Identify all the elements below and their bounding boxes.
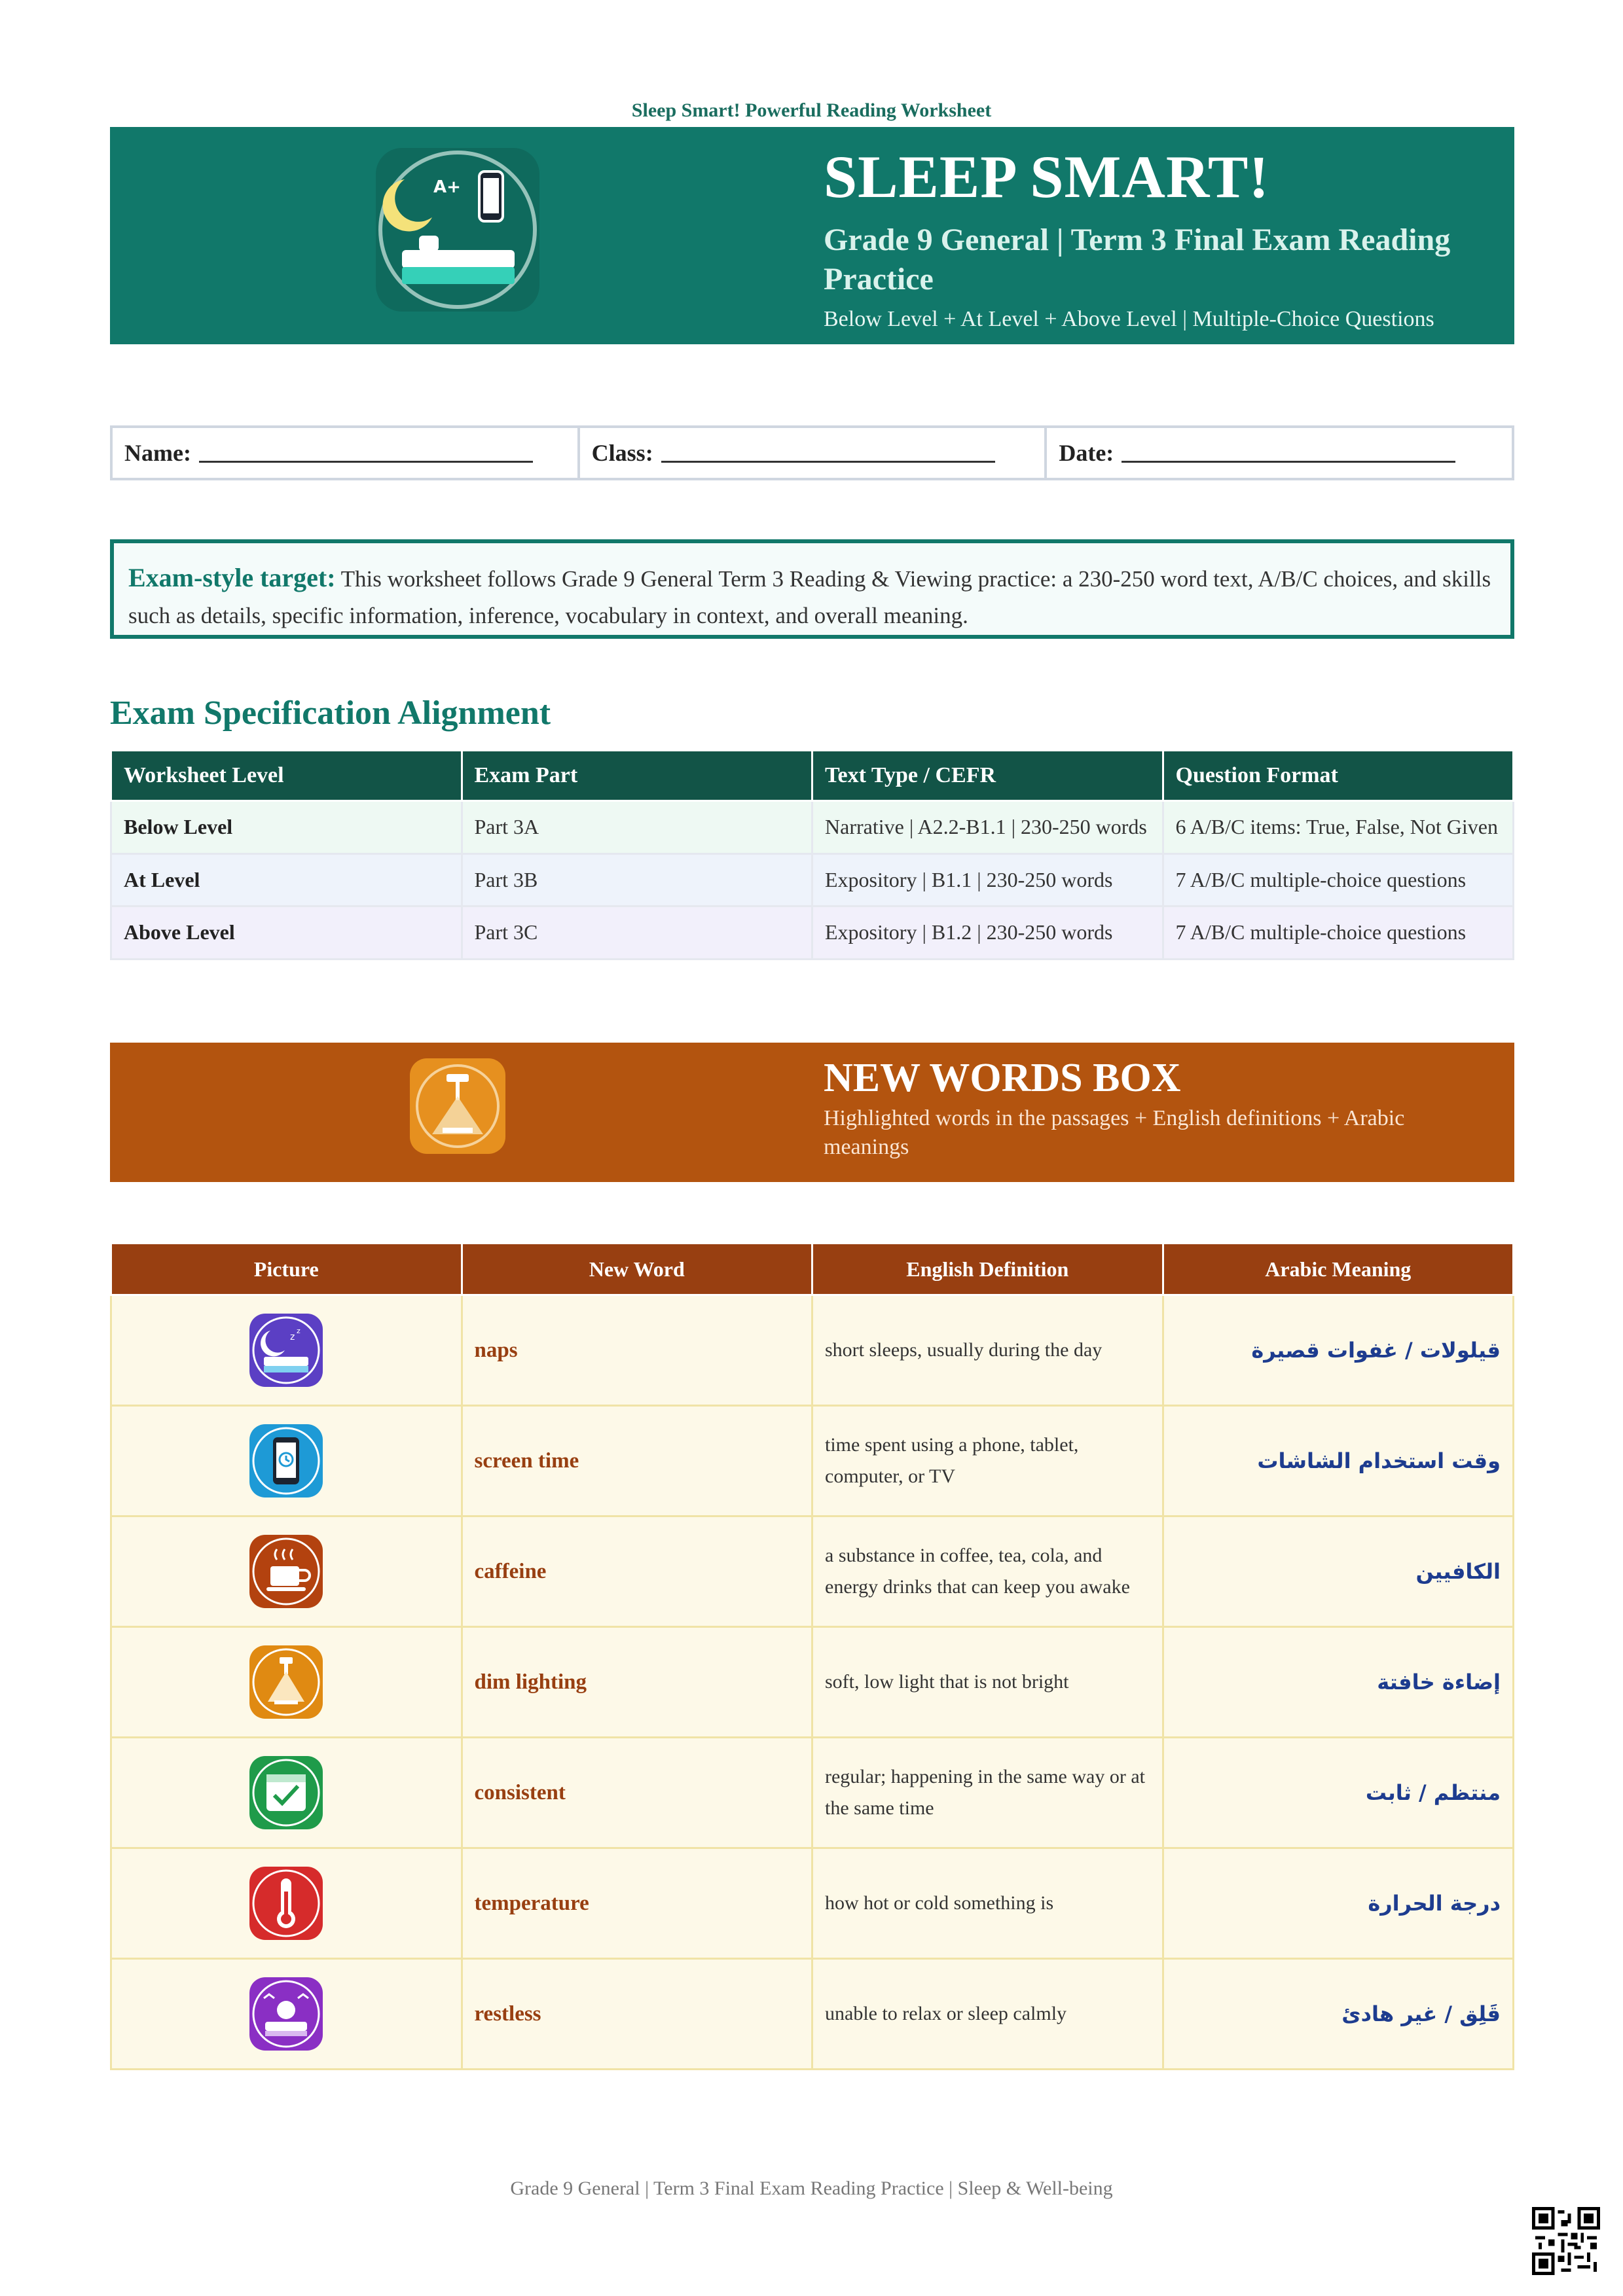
page-header: Sleep Smart! Powerful Reading Worksheet: [631, 99, 992, 121]
table-row: Above Level Part 3C Expository | B1.2 | 230-250 words 7 A/B/C multiple-choice questions: [111, 906, 1514, 960]
table-row: [111, 1627, 1514, 1738]
qr-code-icon: [1532, 2207, 1600, 2275]
word-cell: restless: [462, 1959, 812, 2070]
new-words-banner: [110, 1043, 1514, 1182]
hero-banner: [110, 127, 1514, 344]
moon-bed-icon: [248, 1312, 324, 1388]
svg-text:z: z: [290, 1332, 295, 1342]
definition-cell: how hot or cold something is: [812, 1848, 1163, 1959]
svg-text:z: z: [297, 1327, 301, 1335]
definition-cell: regular; happening in the same way or at the same time: [812, 1738, 1163, 1848]
table-row: [111, 1516, 1514, 1627]
word-cell: temperature: [462, 1848, 812, 1959]
calendar-check-icon: [248, 1755, 324, 1831]
words-banner-subtitle: Highlighted words in the passages + English definitions + Arabic meanings: [824, 1106, 1405, 1160]
words-header: English Definition: [812, 1244, 1163, 1295]
class-field[interactable]: Class:: [580, 428, 1048, 478]
arabic-cell: إضاءة خافتة: [1163, 1627, 1514, 1738]
exam-target-box: [110, 539, 1514, 639]
arabic-cell: قيلولات / غفوات قصيرة: [1163, 1295, 1514, 1406]
word-cell: dim lighting: [462, 1627, 812, 1738]
table-row: [111, 1959, 1514, 2070]
dim-lamp-icon: [248, 1644, 324, 1720]
svg-text:A+: A+: [433, 177, 461, 197]
page-footer: Grade 9 General | Term 3 Final Exam Reading Practice | Sleep & Well-being: [510, 2178, 1113, 2199]
word-cell: consistent: [462, 1738, 812, 1848]
restless-sleeper-icon: [248, 1976, 324, 2052]
target-text: This worksheet follows Grade 9 General Term 3 Reading & Viewing practice: a 230-250 word text, A/B/C choices, and skills such as details, specific information, inference, vocabulary in context, and overall meaning.: [128, 566, 1491, 628]
spec-header: Exam Part: [462, 751, 812, 801]
definition-cell: time spent using a phone, tablet, computer, or TV: [812, 1406, 1163, 1516]
spec-header: Text Type / CEFR: [812, 751, 1163, 801]
target-label: Exam-style target:: [128, 563, 336, 592]
definition-cell: unable to relax or sleep calmly: [812, 1959, 1163, 2070]
words-header: New Word: [462, 1244, 812, 1295]
table-row: [111, 1406, 1514, 1516]
words-banner-title: NEW WORDS BOX: [824, 1056, 1181, 1100]
spec-header: Question Format: [1163, 751, 1514, 801]
definition-cell: short sleeps, usually during the day: [812, 1295, 1163, 1406]
word-cell: screen time: [462, 1406, 812, 1516]
definition-cell: soft, low light that is not bright: [812, 1627, 1163, 1738]
coffee-cup-icon: [248, 1534, 324, 1609]
name-field[interactable]: Name:: [113, 428, 580, 478]
date-field[interactable]: Date:: [1047, 428, 1512, 478]
table-row: [111, 1295, 1514, 1406]
word-cell: naps: [462, 1295, 812, 1406]
arabic-cell: وقت استخدام الشاشات: [1163, 1406, 1514, 1516]
spec-header: Worksheet Level: [111, 751, 462, 801]
arabic-cell: قَلِق / غير هادئ: [1163, 1959, 1514, 2070]
arabic-cell: درجة الحرارة: [1163, 1848, 1514, 1959]
spec-table: [110, 749, 1514, 960]
arabic-cell: الكافيين: [1163, 1516, 1514, 1627]
table-row: Below Level Part 3A Narrative | A2.2-B1.1 | 230-250 words 6 A/B/C items: True, False, Not Given: [111, 801, 1514, 854]
spec-heading: Exam Specification Alignment: [110, 694, 551, 732]
words-header: Picture: [111, 1244, 462, 1295]
thermometer-icon: [248, 1865, 324, 1941]
student-info-row: [110, 425, 1514, 480]
table-row: [111, 1738, 1514, 1848]
hero-levels: Below Level + At Level + Above Level | Multiple-Choice Questions: [824, 306, 1434, 331]
definition-cell: a substance in coffee, tea, cola, and energy drinks that can keep you awake: [812, 1516, 1163, 1627]
word-cell: caffeine: [462, 1516, 812, 1627]
arabic-cell: منتظم / ثابت: [1163, 1738, 1514, 1848]
table-row: At Level Part 3B Expository | B1.1 | 230-250 words 7 A/B/C multiple-choice questions: [111, 853, 1514, 906]
new-words-table: [110, 1242, 1514, 2070]
table-row: [111, 1848, 1514, 1959]
hero-title: SLEEP SMART!: [824, 143, 1270, 210]
phone-icon: [248, 1423, 324, 1499]
lamp-icon: [409, 1057, 507, 1155]
hero-subtitle: Grade 9 General | Term 3 Final Exam Reading Practice: [824, 222, 1451, 296]
sleep-grade-icon: [373, 145, 542, 314]
words-header: Arabic Meaning: [1163, 1244, 1514, 1295]
